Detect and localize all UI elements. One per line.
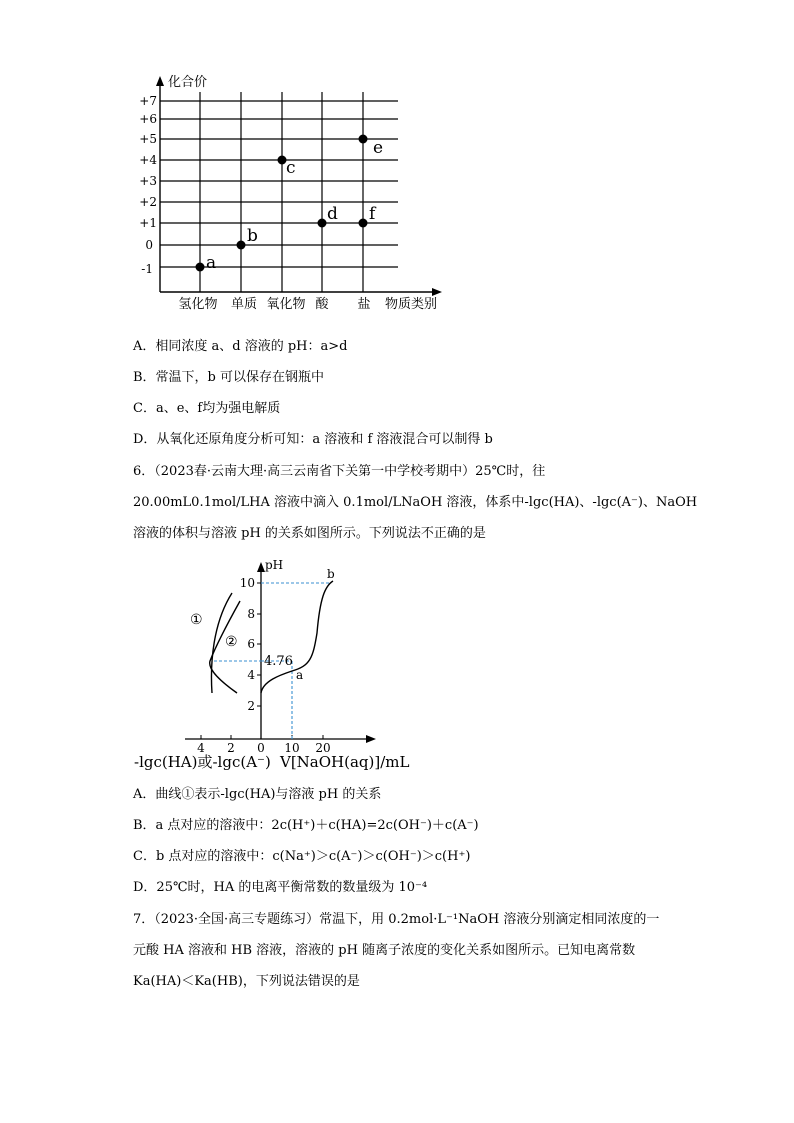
- x-tick-label: 2: [227, 741, 235, 755]
- curve-2-label: ②: [225, 634, 238, 650]
- x-tick-label: 4: [197, 741, 205, 755]
- x-tick-label: 0: [257, 741, 265, 755]
- curve-1-label: ①: [190, 612, 203, 628]
- y-tick-labels: [240, 576, 256, 713]
- y-tick-label: 6: [247, 637, 255, 651]
- point-e: [359, 135, 368, 144]
- y-tick-label: 4: [247, 668, 255, 682]
- q7-stem-line3: Ka(HA)＜Ka(HB)，下列说法错误的是: [133, 974, 360, 989]
- y-axis-arrow-icon: [156, 76, 164, 86]
- point-label: a: [206, 253, 217, 273]
- x-tick-label: 20: [315, 741, 331, 755]
- point-a: [196, 263, 205, 272]
- q6-option-c: C．b 点对应的溶液中：c(Na⁺)＞c(A⁻)＞c(OH⁻)＞c(H⁺): [133, 849, 471, 864]
- q5-option-b: B．常温下，b 可以保存在钢瓶中: [133, 370, 325, 385]
- point-b: [237, 241, 246, 250]
- q6-option-b: B．a 点对应的溶液中：2c(H⁺)＋c(HA)=2c(OH⁻)＋c(A⁻): [133, 818, 479, 833]
- q6-stem-line1: 6．（2023春·云南大理·高三云南省下关第一中学校考期中）25℃时，往: [133, 464, 546, 479]
- point-labels: [206, 138, 383, 273]
- y-tick-label: +4: [139, 153, 157, 167]
- y-tick-label: +2: [139, 195, 157, 209]
- titration-chart: [130, 553, 420, 775]
- q6-stem-line2: 20.00mL0.1mol/LHA 溶液中滴入 0.1mol/LNaOH 溶液，体系中-lgc(HA)、-lgc(A⁻)、NaOH: [133, 495, 698, 510]
- x-tick-label: 10: [284, 741, 300, 755]
- y-axis-arrow-icon: [257, 562, 265, 572]
- valence-category-chart: [130, 70, 460, 320]
- q6-stem-line3: 溶液的体积与溶液 pH 的关系如图所示。下列说法不正确的是: [133, 526, 486, 541]
- x-category-label: 酸: [315, 297, 329, 312]
- point-b-label: b: [327, 567, 335, 581]
- x-axis-arrow-icon: [366, 735, 376, 743]
- axes: [160, 80, 438, 292]
- q5-option-d: D．从氧化还原角度分析可知：a 溶液和 f 溶液混合可以制得 b: [133, 432, 493, 447]
- pka-label: 4.76: [264, 654, 293, 669]
- q5-option-c: C．a、e、f均为强电解质: [133, 401, 281, 416]
- y-axis-title: pH: [265, 558, 284, 572]
- x-label-right: V[NaOH(aq)]/mL: [280, 753, 410, 771]
- y-tick-label: +1: [139, 216, 157, 230]
- y-tick-label: +6: [139, 112, 157, 126]
- q6-option-d: D．25℃时，HA 的电离平衡常数的数量级为 10⁻⁴: [133, 880, 428, 895]
- x-category-label: 氧化物: [266, 297, 306, 312]
- point-label: b: [247, 226, 258, 246]
- y-tick-label: -1: [141, 262, 153, 276]
- grid: [160, 92, 398, 292]
- x-category-label: 氢化物: [178, 297, 218, 312]
- q5-option-a: A．相同浓度 a、d 溶液的 pH：a>d: [133, 339, 348, 354]
- x-category-labels: [178, 296, 370, 312]
- x-label-left: -lgc(HA)或-lgc(A⁻): [134, 753, 271, 771]
- x-category-label: 盐: [357, 297, 371, 312]
- point-d: [318, 219, 327, 228]
- y-tick-label: 0: [145, 238, 153, 252]
- x-axis-arrow-icon: [432, 288, 442, 296]
- y-tick-label: +3: [139, 174, 157, 188]
- q7-stem-line2: 元酸 HA 溶液和 HB 溶液，溶液的 pH 随离子浓度的变化关系如图所示。已知电离常数: [133, 943, 636, 958]
- y-tick-label: 2: [247, 699, 255, 713]
- x-category-label: 单质: [230, 297, 258, 312]
- y-tick-label: +5: [139, 132, 157, 146]
- point-label: c: [286, 158, 296, 178]
- y-tick-label: +7: [139, 94, 157, 108]
- x-axis-title: 物质类别: [385, 297, 438, 312]
- point-a-label: a: [296, 668, 304, 682]
- y-tick-label: 10: [239, 576, 255, 590]
- y-axis-title: 化合价: [168, 75, 208, 90]
- y-tick-label: 8: [247, 607, 255, 621]
- point-label: e: [373, 138, 384, 158]
- point-label: f: [369, 204, 376, 224]
- point-label: d: [327, 204, 338, 224]
- y-tick-labels: [139, 94, 157, 276]
- point-f: [359, 219, 368, 228]
- q6-option-a: A．曲线①表示-lgc(HA)与溶液 pH 的关系: [133, 787, 382, 802]
- q7-stem-line1: 7．（2023·全国·高三专题练习）常温下，用 0.2mol·L⁻¹NaOH 溶液分别滴定相同浓度的一: [133, 912, 660, 927]
